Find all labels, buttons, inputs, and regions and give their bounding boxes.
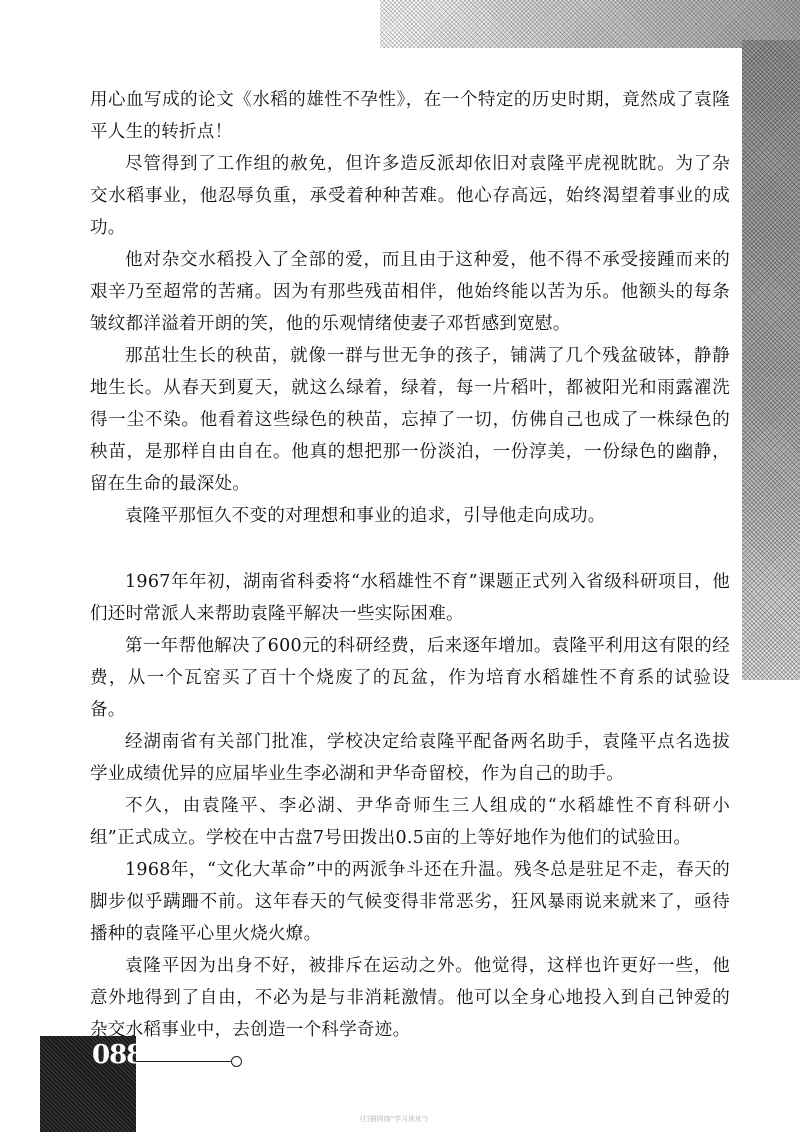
paragraph: 袁隆平因为出身不好，被排斥在运动之外。他觉得，这样也许更好一些，他意外地得到了自由，不必为是与非消耗激情。他可以全身心地投入到自己钟爱的杂交水稻事业中，去创造一个科学奇迹。 — [90, 956, 730, 1040]
paragraph: 袁隆平那恒久不变的对理想和事业的追求，引导他走向成功。 — [125, 506, 606, 526]
page-number-rule — [136, 1061, 232, 1062]
page-number-circle-ornament — [231, 1056, 242, 1067]
paragraph: 用心血写成的论文《水稻的雄性不孕性》，在一个特定的历史时期，竟然成了袁隆平人生的转折点！ — [90, 90, 730, 142]
section-break — [90, 532, 730, 566]
paragraph: 1968年，“文化大革命”中的两派争斗还在升温。残冬总是驻足不走，春天的脚步似乎蹒跚不前。这年春天的气候变得非常恶劣，狂风暴雨说来就来了，亟待播种的袁隆平心里火烧火燎。 — [90, 860, 730, 944]
paragraph: 第一年帮他解决了600元的科研经费，后来逐年增加。袁隆平利用这有限的经费，从一个瓦窑买了百十个烧废了的瓦盆，作为培育水稻雄性不育系的试验设备。 — [90, 636, 730, 720]
paragraph: 1967年年初，湖南省科委将“水稻雄性不育”课题正式列入省级科研项目，他们还时常派人来帮助袁隆平解决一些实际困难。 — [90, 572, 730, 624]
page-number: 088 — [92, 1040, 144, 1070]
paragraph: 那茁壮生长的秧苗，就像一群与世无争的孩子，铺满了几个残盆破钵，静静地生长。从春天到夏天，就这么绿着，绿着，每一片稻叶，都被阳光和雨露濯洗得一尘不染。他看着这些绿色的秧苗，忘掉了一切，仿佛自己也成了一株绿色的秧苗，是那样自由自在。他真的想把那一份淡泊，一份淳美，一份绿色的幽静，留在生命的最深处。 — [90, 346, 730, 494]
paragraph: 他对杂交水稻投入了全部的爱，而且由于这种爱，他不得不承受接踵而来的艰辛乃至超常的苦痛。因为有那些残苗相伴，他始终能以苦为乐。他额头的每条皱纹都洋溢着开朗的笑，他的乐观情绪使妻子邓哲感到宽慰。 — [90, 250, 730, 334]
paragraph: 经湖南省有关部门批准，学校决定给袁隆平配备两名助手，袁隆平点名选拔学业成绩优异的应届毕业生李必湖和尹华奇留校，作为自己的助手。 — [90, 732, 730, 784]
scan-shadow-top — [380, 0, 800, 48]
paragraph: 尽管得到了工作组的赦免，但许多造反派却依旧对袁隆平虎视眈眈。为了杂交水稻事业，他忍辱负重，承受着种种苦难。他心存高远，始终渴望着事业的成功。 — [90, 154, 730, 238]
scan-shadow-right — [742, 40, 800, 680]
scan-watermark: (扫描网络"学习地址") — [360, 1115, 428, 1123]
body-text — [90, 84, 730, 1046]
paragraph: 不久，由袁隆平、李必湖、尹华奇师生三人组成的“水稻雄性不育科研小组”正式成立。学校在中古盘7号田拨出0.5亩的上等好地作为他们的试验田。 — [90, 796, 730, 848]
